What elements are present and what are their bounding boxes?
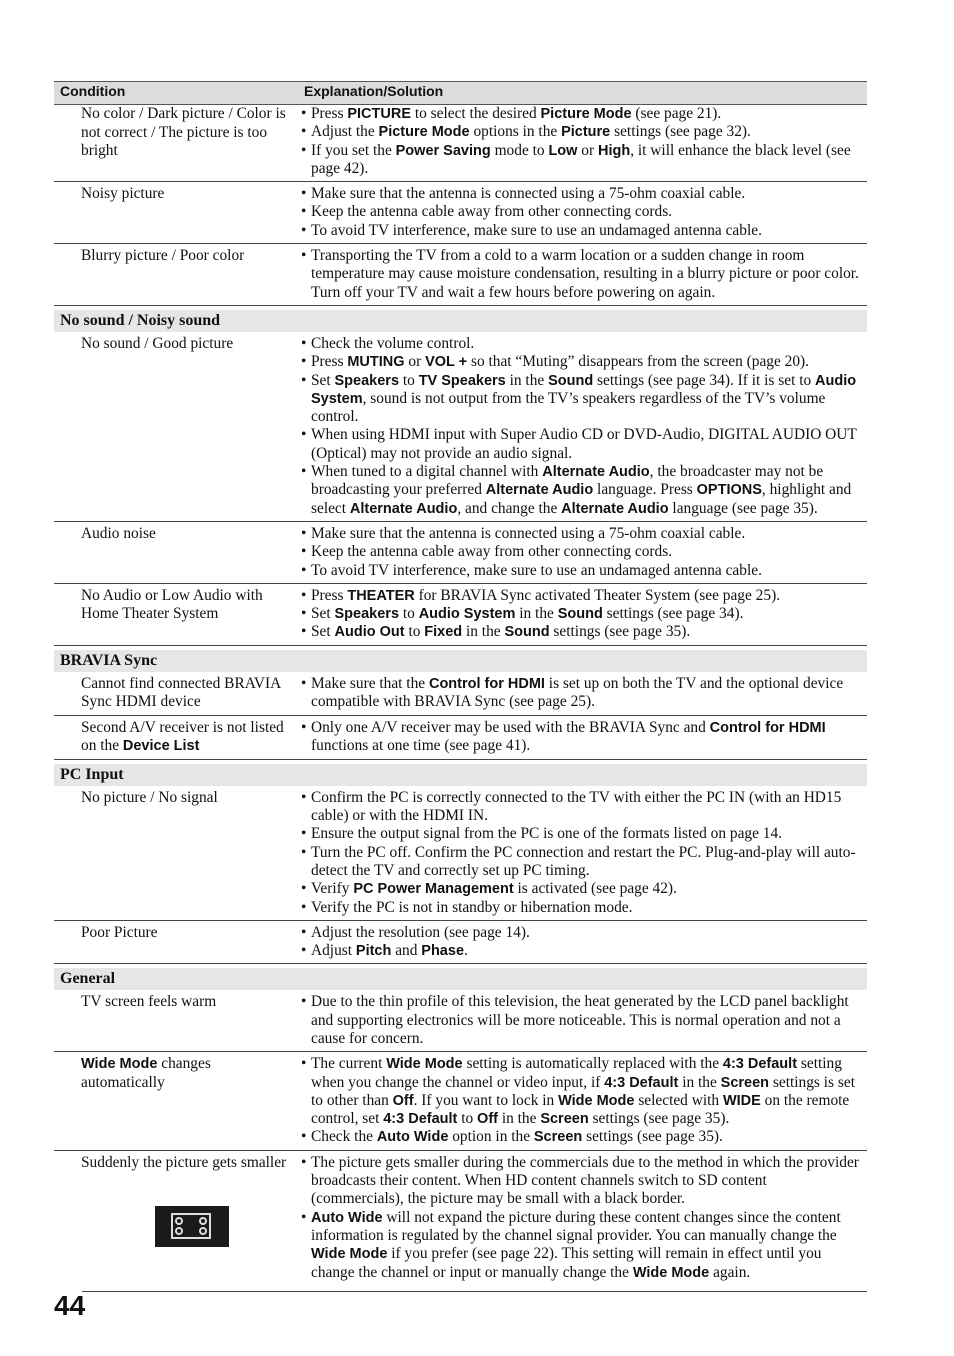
condition-cell: Suddenly the picture gets smaller <box>81 1153 287 1171</box>
setting-keyword: Wide Mode <box>386 1056 463 1073</box>
section-heading: PC Input <box>54 764 867 786</box>
condition-cell: Second A/V receiver is not listed on the Device List <box>81 718 284 755</box>
table-row <box>54 584 867 646</box>
setting-keyword: VOL + <box>425 354 468 371</box>
setting-keyword: Auto Wide <box>311 1209 383 1226</box>
setting-keyword: Alternate Audio <box>561 500 669 517</box>
setting-keyword: OPTIONS <box>696 482 762 499</box>
solution-bullet: • Transporting the TV from a cold to a warm location or a sudden change in room temperature may cause moisture condensation, resulting in a blurry picture or poor color. Turn off your TV and wait a few hours before powering on again. <box>301 247 863 302</box>
troubleshooting-table <box>54 81 867 1285</box>
solution-bullet: • The picture gets smaller during the commercials due to the method in which the provider broadcasts their content. When HD content channels switch to SD content (commercials), the picture may be small with a black border. <box>301 1154 863 1209</box>
section-heading: BRAVIA Sync <box>54 650 867 672</box>
solution-bullet: • Ensure the output signal from the PC is one of the formats listed on page 14. <box>301 825 863 843</box>
solution-bullet: • Set Audio Out to Fixed in the Sound settings (see page 35). <box>301 623 863 641</box>
condition-cell: No Audio or Low Audio with Home Theater System <box>81 586 263 623</box>
setting-keyword: THEATER <box>347 587 415 604</box>
setting-keyword: Wide Mode <box>632 1264 710 1281</box>
solution-bullet: • Keep the antenna cable away from other connecting cords. <box>301 203 863 221</box>
condition-cell: Poor Picture <box>81 923 158 941</box>
condition-cell: No picture / No signal <box>81 788 218 806</box>
setting-keyword: Screen <box>540 1111 589 1128</box>
solution-bullet: • Confirm the PC is correctly connected to the TV with either the PC IN (with an HD15 cable) or with the HDMI IN. <box>301 789 863 826</box>
solution-header: Explanation/Solution <box>304 83 444 99</box>
setting-keyword: Picture Mode <box>540 106 632 122</box>
condition-cell: TV screen feels warm <box>81 993 217 1011</box>
table-row <box>54 244 867 306</box>
setting-keyword: Control for HDMI <box>709 719 826 736</box>
solution-cell <box>289 675 867 712</box>
setting-keyword: Sound <box>557 606 603 623</box>
solution-bullet: • The current Wide Mode setting is automatically replaced with the 4:3 Default setting when you change the channel or video input, if 4:3 Default in the Screen settings is set to other than Off. If you want to lock in Wide Mode selected with WIDE on the remote control, set 4:3 Default to Off in the Screen settings (see page 35). <box>301 1055 863 1128</box>
setting-keyword: Speakers <box>334 372 400 389</box>
solution-bullet: • Adjust the resolution (see page 14). <box>301 924 863 942</box>
condition-cell: Noisy picture <box>81 185 165 203</box>
footer-divider <box>82 1291 867 1292</box>
solution-bullet: • If you set the Power Saving mode to Low or High, it will enhance the black level (see page 42). <box>301 142 863 179</box>
solution-bullet: • Adjust the Picture Mode options in the Picture settings (see page 32). <box>301 123 863 141</box>
solution-cell <box>289 185 867 240</box>
setting-keyword: Audio System <box>311 372 857 407</box>
solution-cell <box>289 924 867 961</box>
condition-cell: Audio noise <box>81 524 156 542</box>
solution-cell <box>289 719 867 756</box>
table-row <box>54 786 867 921</box>
setting-keyword: Alternate Audio <box>349 500 458 517</box>
solution-bullet: • Auto Wide will not expand the picture during these content changes since the content information is regulated by the channel signal provider. You can manually change the Wide Mode if you prefer (see page 22). This setting will remain in effect until you change the channel or input or manually change the Wide Mode again. <box>301 1209 863 1282</box>
setting-keyword: Wide Mode <box>558 1092 635 1109</box>
setting-keyword: 4:3 Default <box>722 1056 798 1073</box>
solution-bullet: • Make sure that the Control for HDMI is set up on both the TV and the optional device compatible with BRAVIA Sync (see page 25). <box>301 675 863 712</box>
setting-keyword: Picture Mode <box>378 124 470 141</box>
setting-keyword: PICTURE <box>347 106 411 122</box>
setting-keyword: TV Speakers <box>418 372 506 389</box>
solution-cell <box>289 105 867 178</box>
solution-bullet: • Make sure that the antenna is connected using a 75-ohm coaxial cable. <box>301 185 863 203</box>
solution-cell <box>289 1154 867 1282</box>
solution-bullet: • Verify the PC is not in standby or hibernation mode. <box>301 899 863 917</box>
setting-keyword: Sound <box>504 624 550 641</box>
table-row <box>54 182 867 244</box>
setting-keyword: Picture <box>561 124 611 141</box>
section-heading: No sound / Noisy sound <box>54 310 867 332</box>
table-row <box>54 105 867 182</box>
setting-keyword: Wide Mode <box>81 1056 158 1073</box>
solution-bullet: • Press MUTING or VOL + so that “Muting” disappears from the screen (page 20). <box>301 353 863 371</box>
condition-cell: Cannot find connected BRAVIA Sync HDMI device <box>81 674 281 711</box>
solution-bullet: • Keep the antenna cable away from other connecting cords. <box>301 543 863 561</box>
solution-bullet: • When tuned to a digital channel with Alternate Audio, the broadcaster may not be broadcasting your preferred Alternate Audio language. Press OPTIONS, highlight and select Alternate Audio, and change the Alternate Audio language (see page 35). <box>301 463 863 518</box>
setting-keyword: Speakers <box>334 606 400 623</box>
solution-bullet: • Adjust Pitch and Phase. <box>301 942 863 960</box>
table-row <box>54 716 867 760</box>
table-row <box>54 522 867 584</box>
solution-bullet: • To avoid TV interference, make sure to use an undamaged antenna cable. <box>301 222 863 240</box>
setting-keyword: Fixed <box>424 624 463 641</box>
solution-bullet: • Check the volume control. <box>301 335 863 353</box>
setting-keyword: Device List <box>122 738 200 755</box>
solution-bullet: • Set Speakers to Audio System in the Sound settings (see page 34). <box>301 605 863 623</box>
solution-bullet: • Press THEATER for BRAVIA Sync activated Theater System (see page 25). <box>301 587 863 605</box>
solution-bullet: • Set Speakers to TV Speakers in the Sound settings (see page 34). If it is set to Audio System, sound is not output from the TV’s speakers regardless of the TV’s volume control. <box>301 372 863 427</box>
table-row <box>54 990 867 1052</box>
table-row <box>54 921 867 965</box>
table-row <box>54 332 867 522</box>
setting-keyword: Audio System <box>418 606 516 623</box>
solution-cell <box>289 587 867 642</box>
solution-cell <box>289 789 867 917</box>
setting-keyword: Screen <box>720 1074 770 1091</box>
solution-cell <box>289 525 867 580</box>
setting-keyword: 4:3 Default <box>383 1111 458 1128</box>
section-heading: General <box>54 968 867 990</box>
wide-mode-screen-icon <box>155 1206 229 1247</box>
solution-bullet: • Press PICTURE to select the desired Picture Mode (see page 21). <box>301 105 863 123</box>
condition-cell: Wide Mode changes automatically <box>81 1055 211 1091</box>
solution-cell <box>289 993 867 1048</box>
setting-keyword: Alternate Audio <box>542 464 650 481</box>
solution-bullet: • Only one A/V receiver may be used with the BRAVIA Sync and Control for HDMI functions at one time (see page 41). <box>301 719 863 756</box>
condition-cell: No color / Dark picture / Color is not correct / The picture is too bright <box>81 105 286 159</box>
table-body <box>54 105 867 1285</box>
condition-cell: Blurry picture / Poor color <box>81 247 245 265</box>
solution-cell <box>289 335 867 518</box>
setting-keyword: 4:3 Default <box>604 1074 679 1091</box>
setting-keyword: Audio Out <box>334 624 405 641</box>
solution-cell <box>289 247 867 302</box>
solution-bullet: • To avoid TV interference, make sure to use an undamaged antenna cable. <box>301 562 863 580</box>
setting-keyword: Control for HDMI <box>428 675 545 692</box>
solution-bullet: • Check the Auto Wide option in the Screen settings (see page 35). <box>301 1128 863 1146</box>
solution-bullet: • Turn the PC off. Confirm the PC connection and restart the PC. Plug-and-play will auto-detect the TV and correctly set up PC timing. <box>301 844 863 881</box>
page-number: 44 <box>54 1290 86 1321</box>
setting-keyword: Pitch <box>355 943 392 960</box>
setting-keyword: Wide Mode <box>311 1246 388 1263</box>
solution-cell <box>289 1055 867 1146</box>
table-row <box>54 672 867 716</box>
setting-keyword: Phase <box>421 943 465 960</box>
setting-keyword: MUTING <box>347 354 405 371</box>
table-row <box>54 1052 867 1150</box>
solution-bullet: • Verify PC Power Management is activated (see page 42). <box>301 880 863 898</box>
setting-keyword: Low <box>548 142 578 159</box>
setting-keyword: Power Saving <box>395 142 491 159</box>
setting-keyword: Alternate Audio <box>485 482 594 499</box>
setting-keyword: PC Power Management <box>353 881 514 898</box>
setting-keyword: Off <box>477 1111 498 1128</box>
setting-keyword: WIDE <box>722 1092 761 1109</box>
solution-bullet: • Make sure that the antenna is connected using a 75-ohm coaxial cable. <box>301 525 863 543</box>
setting-keyword: Off <box>392 1092 414 1109</box>
solution-bullet: • When using HDMI input with Super Audio CD or DVD-Audio, DIGITAL AUDIO OUT (Optical) may not provide an audio signal. <box>301 426 863 463</box>
setting-keyword: Screen <box>533 1129 583 1146</box>
setting-keyword: High <box>597 142 631 159</box>
solution-bullet: • Due to the thin profile of this television, the heat generated by the LCD panel backlight and supporting electronics will be more noticeable. This is normal operation and not a cause for concern. <box>301 993 863 1048</box>
setting-keyword: Auto Wide <box>376 1129 449 1146</box>
setting-keyword: Sound <box>548 372 594 389</box>
condition-header: Condition <box>60 83 126 99</box>
condition-cell: No sound / Good picture <box>81 334 234 352</box>
table-header <box>54 81 867 105</box>
